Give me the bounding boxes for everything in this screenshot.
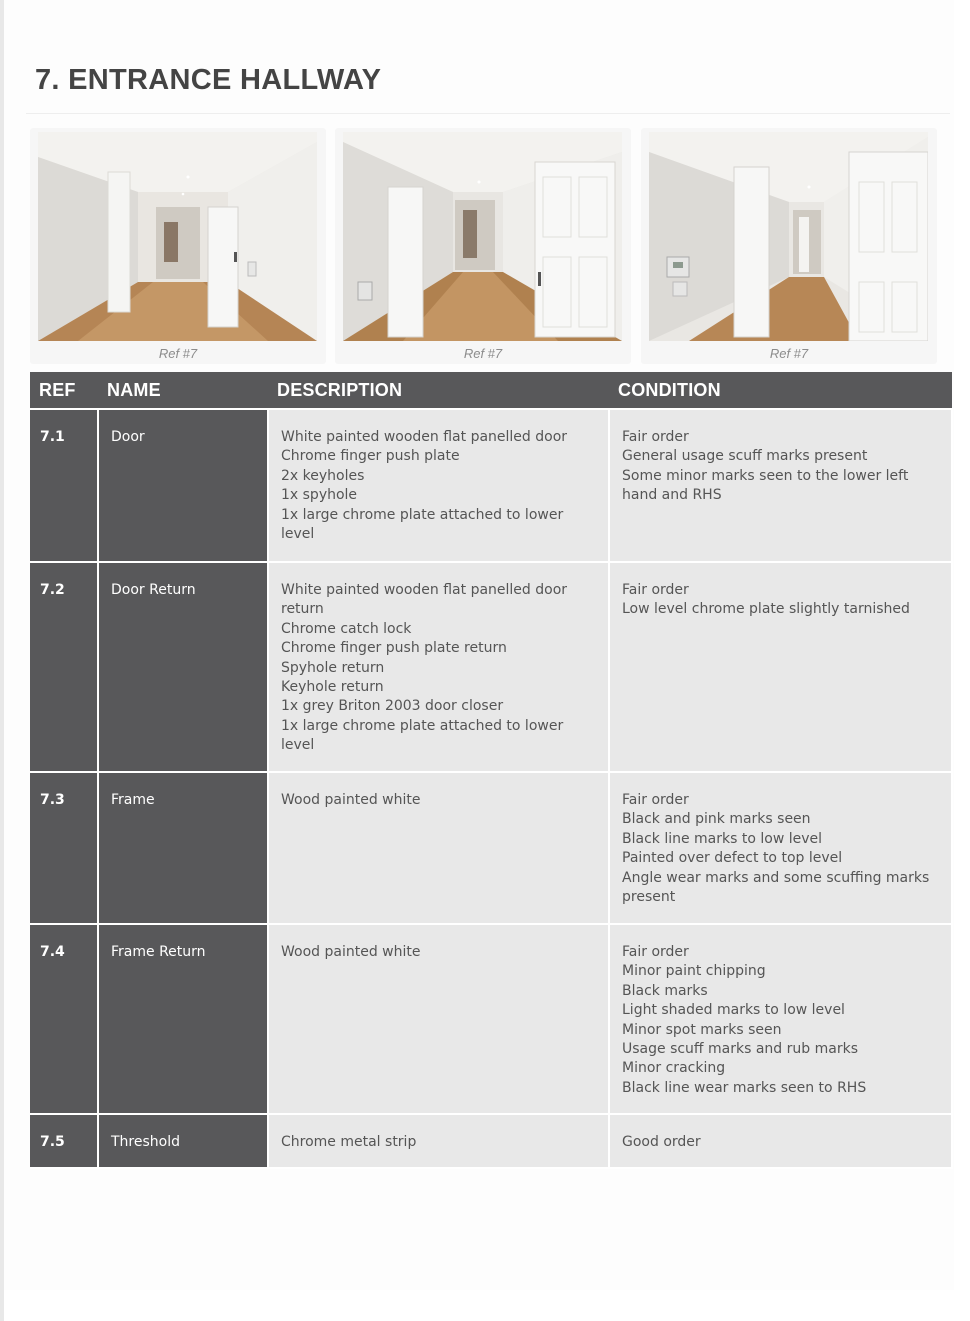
description-line: Chrome catch lock: [281, 620, 412, 637]
condition-line: Black line wear marks seen to RHS: [622, 1079, 867, 1096]
photo-card[interactable]: [335, 128, 631, 364]
description-line: Chrome finger push plate: [281, 448, 460, 465]
row-ref: 7.4: [30, 924, 98, 1114]
hallway-photo: [649, 132, 928, 341]
description-line: Wood painted white: [281, 944, 421, 960]
row-condition: [609, 1114, 952, 1168]
condition-line: Fair order: [622, 792, 689, 808]
description-line: 1x large chrome plate attached to lower level: [281, 717, 564, 754]
row-condition: [609, 409, 952, 562]
description-line: 1x grey Briton 2003 door closer: [281, 698, 504, 715]
description-line: Spyhole return: [281, 659, 385, 676]
row-name: Frame Return: [98, 924, 268, 1114]
column-header-name: NAME: [98, 372, 268, 409]
column-header-ref: REF: [30, 372, 98, 409]
row-ref: 7.5: [30, 1114, 98, 1168]
description-line: Keyhole return: [281, 679, 384, 696]
row-name: Threshold: [98, 1114, 268, 1168]
section-title: 7. ENTRANCE HALLWAY: [35, 64, 382, 96]
description-line: Chrome finger push plate return: [281, 640, 507, 657]
condition-line: Good order: [622, 1134, 701, 1150]
row-condition: [609, 924, 952, 1114]
column-header-condition: CONDITION: [609, 372, 952, 409]
condition-line: General usage scuff marks present: [622, 448, 868, 465]
condition-line: Painted over defect to top level: [622, 850, 843, 867]
table-row: [30, 409, 952, 562]
row-name: Door: [98, 409, 268, 562]
row-description: [268, 1114, 609, 1168]
row-ref: 7.1: [30, 409, 98, 562]
row-description: [268, 924, 609, 1114]
row-condition: [609, 562, 952, 772]
condition-line: Fair order: [622, 582, 689, 598]
description-line: White painted wooden flat panelled door return: [281, 582, 568, 618]
inventory-table: [30, 372, 953, 1169]
condition-line: Angle wear marks and some scuffing marks present: [622, 869, 930, 906]
photo-caption: Ref #7: [158, 346, 198, 361]
condition-line: Fair order: [622, 429, 689, 445]
page-footer-area: [4, 1290, 970, 1321]
condition-line: Black marks: [622, 982, 708, 999]
hallway-photo: [343, 132, 622, 341]
condition-line: Usage scuff marks and rub marks: [622, 1041, 858, 1058]
condition-line: Minor spot marks seen: [622, 1021, 782, 1038]
row-name: Frame: [98, 772, 268, 924]
row-name: Door Return: [98, 562, 268, 772]
condition-line: Minor cracking: [622, 1060, 726, 1077]
table-row: [30, 562, 952, 772]
photo-gallery: [30, 128, 948, 364]
row-ref: 7.2: [30, 562, 98, 772]
condition-line: Light shaded marks to low level: [622, 1002, 845, 1019]
description-line: 1x spyhole: [281, 487, 358, 504]
row-description: [268, 409, 609, 562]
photo-card[interactable]: [30, 128, 326, 364]
description-line: White painted wooden flat panelled door: [281, 429, 568, 445]
table-header-row: [30, 372, 952, 409]
title-divider: [26, 113, 950, 114]
row-ref: 7.3: [30, 772, 98, 924]
table-row: [30, 772, 952, 924]
description-line: 2x keyholes: [281, 467, 365, 484]
table-row: [30, 1114, 952, 1168]
photo-card[interactable]: [641, 128, 937, 364]
condition-line: Low level chrome plate slightly tarnished: [622, 601, 910, 618]
condition-line: Fair order: [622, 944, 689, 960]
condition-line: Some minor marks seen to the lower left hand and RHS: [622, 467, 909, 504]
report-page: [4, 0, 970, 1321]
hallway-photo: [38, 132, 317, 341]
description-line: Chrome metal strip: [281, 1134, 417, 1150]
table-row: [30, 924, 952, 1114]
table-body: [30, 409, 952, 1168]
row-condition: [609, 772, 952, 924]
photo-caption: Ref #7: [769, 346, 809, 361]
description-line: Wood painted white: [281, 792, 421, 808]
row-description: [268, 772, 609, 924]
condition-line: Black line marks to low level: [622, 830, 823, 847]
photo-caption: Ref #7: [463, 346, 503, 361]
column-header-description: DESCRIPTION: [268, 372, 609, 409]
description-line: 1x large chrome plate attached to lower level: [281, 506, 564, 543]
condition-line: Minor paint chipping: [622, 963, 766, 980]
condition-line: Black and pink marks seen: [622, 811, 811, 828]
row-description: [268, 562, 609, 772]
